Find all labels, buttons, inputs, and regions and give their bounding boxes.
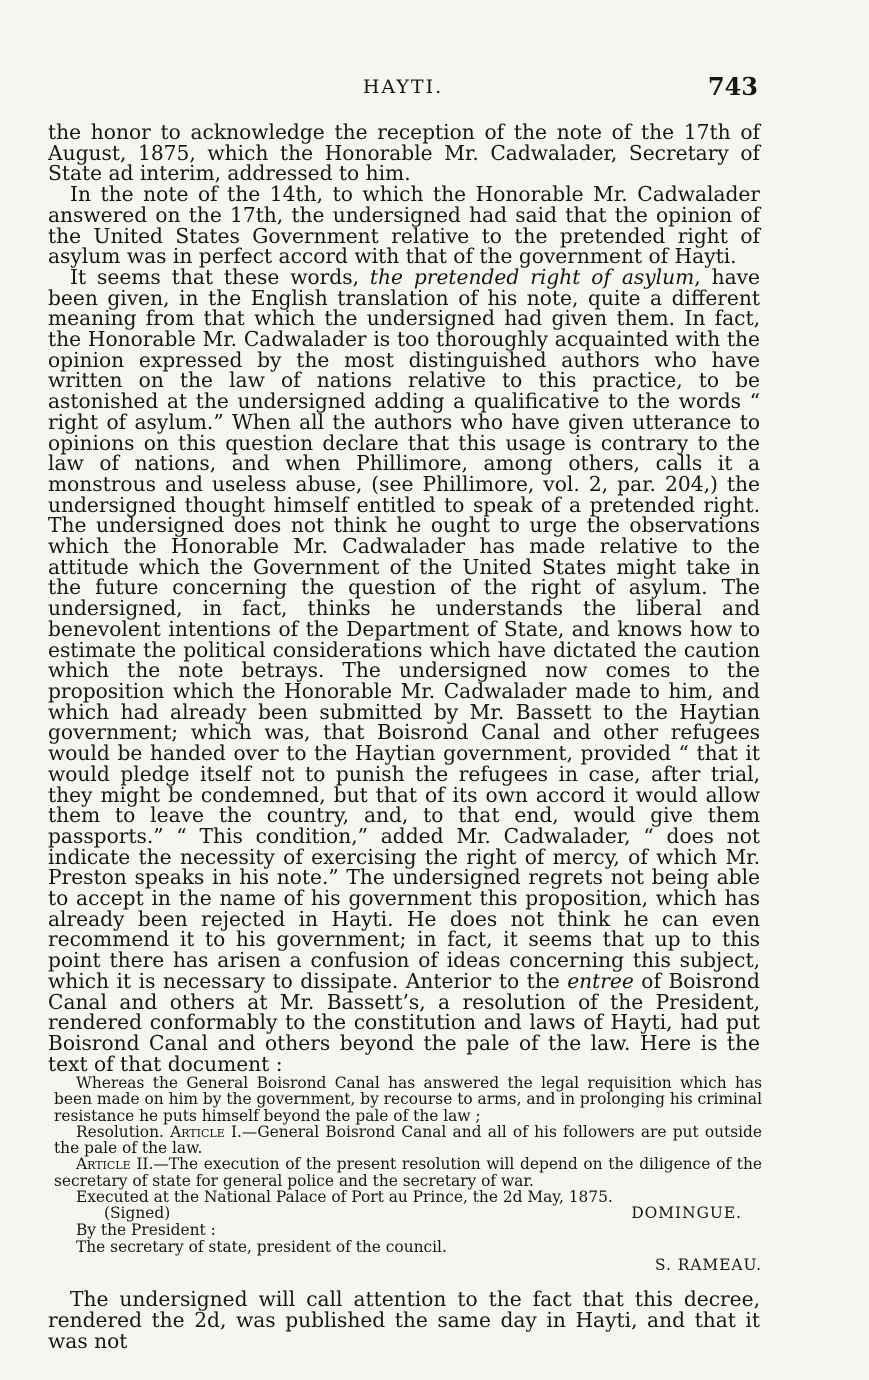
running-header (48, 72, 758, 104)
article-1 (54, 1124, 762, 1157)
secretary-line: The secretary of state, president of the council. (76, 1237, 447, 1256)
article-2-text: —The execution of the present resolution will depend on the diligence of the secretary of state for general police and the secretary of war. (54, 1155, 762, 1190)
resolution-lead: Resolution. (76, 1122, 171, 1141)
whereas-clause: Whereas the General Boisrond Canal has answered the legal requisition which has been made on him by the government, by recourse to arms, and in prolonging his criminal resistance he puts himself beyond the pale of the law ; (54, 1074, 762, 1125)
signer-domingue: DOMINGUE. (631, 1204, 742, 1223)
article-1-label: Article I. (170, 1122, 242, 1141)
paragraph-3-part-c: of Boisrond Canal and others at Mr. Bassett’s, a resolution of the President, rendered conformably to the constitution and laws of Hayti, had put Boisrond Canal and others beyond the pale of the law. Here is the text of that document : (48, 968, 760, 1076)
paragraph-1: the honor to acknowledge the reception of the note of the 17th of August, 1875, which the Honorable Mr. Cadwalader, Secretary of State ad interim, addressed to him. (48, 120, 760, 186)
paragraph-3-part-b: , have been given, in the English translation of his note, quite a different meaning from that which the undersigned had given them. In fact, the Honorable Mr. Cadwalader is too thoroughly acquainted with the opinion expressed by the most distinguished authors who have written on the law of nations relative to this practice, to be astonished at the undersigned adding a qualificative to the words “ right of asylum.” When all the authors who have given utterance to opinions on this question declare that this usage is contrary to the law of nations, and when Phillimore, among others, calls it a monstrous and useless abuse, (see Phillimore, vol. 2, par. 204,) the undersigned thought himself entitled to speak of a pretended right. The undersigned does not think he ought to urge the observations which the Honorable Mr. Cadwalader has made relative to the attitude which the Government of the United States might take in the future concerning the question of the right of asylum. The undersigned, in fact, thinks he understands the liberal and benevolent intentions of the Department of State, and knows how to estimate the political considerations which have dictated the caution which the note betrays. The undersigned now comes to the proposition which the Honorable Mr. Cadwalader made to him, and which had already been submitted by Mr. Bassett to the Haytian government; which was, that Boisrond Canal and other refugees would be handed over to the Haytian government, provided “ that it would pledge itself not to punish the refugees in case, after trial, they might be condemned, but that of its own accord it would allow them to leave the country, and, to that end, would give them passports.” “ This condition,” added Mr. Cadwalader, “ does not indicate the necessity of exercising the right of mercy, of which Mr. Preston speaks in his note.” The undersigned regrets not being able to accept in the name of his government this proposition, which has already been rejected in Hayti. He does not think he can even recommend it to his government; in fact, it seems that up to this point there has arisen a confusion of ideas concerning this subject, which it is necessary to dissipate. Anterior to the (48, 264, 761, 993)
signature-line-2 (54, 1257, 762, 1274)
quoted-resolution (54, 1075, 762, 1274)
paragraph-2: In the note of the 14th, to which the Honorable Mr. Cadwalader answered on the 17th, the undersigned had said that the opinion of the United States Government relative to the pretended right of asylum was in perfect accord with that of the government of Hayti. (48, 182, 760, 269)
article-1-text: —General Boisrond Canal and all of his followers are put outside the pale of the law. (54, 1122, 763, 1158)
closing-paragraph: The undersigned will call attention to the fact that this decree, rendered the 2d, was published the same day in Hayti, and that it was not (48, 1287, 760, 1353)
running-title: HAYTI. (362, 76, 444, 98)
signer-rameau: S. RAMEAU. (654, 1255, 762, 1274)
page-number: 743 (707, 72, 758, 101)
by-president-line: By the President : (76, 1221, 216, 1240)
entree-emphasis: entree (567, 968, 634, 993)
closing-text (48, 1289, 760, 1352)
article-2 (54, 1156, 762, 1189)
signature-line-1 (54, 1205, 762, 1222)
signed-label: (Signed) (104, 1204, 171, 1223)
paragraph-3-part-a: It seems that these words, (70, 264, 370, 289)
pretended-right-emphasis: the pretended right of asylum (369, 264, 695, 289)
executed-line: Executed at the National Palace of Port au Prince, the 2d May, 1875. (76, 1188, 613, 1207)
paragraph-3 (48, 264, 761, 1076)
main-text (48, 122, 760, 1074)
article-2-label: Article II. (76, 1155, 154, 1174)
